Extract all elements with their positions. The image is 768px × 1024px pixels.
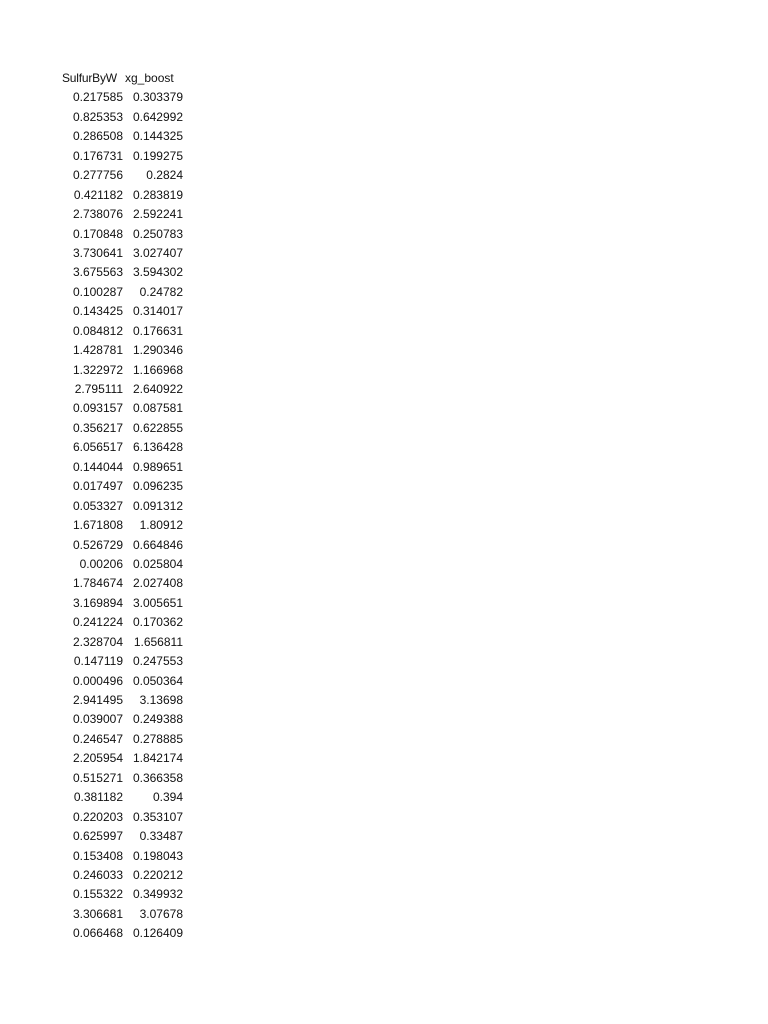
cell-xg-boost-value: 0.250783 [132,226,183,241]
cell-xg-boost-value: 0.249388 [132,712,183,727]
cell-xg-boost-value: 0.278885 [132,731,183,746]
table-row [62,555,185,574]
table-header-row [62,69,185,88]
cell-xg-boost-value: 0.314017 [132,304,183,319]
cell-sulfur-value: 0.421182 [73,187,123,202]
table-row [62,127,185,146]
cell-sulfur-value: 0.053327 [72,498,123,513]
cell-xg-boost-value: 0.24782 [139,284,183,299]
table-row [62,924,185,943]
table-row [62,225,185,244]
cell-xg-boost-value: 0.33487 [139,829,183,844]
cell-xg-boost-value: 0.642992 [132,109,183,124]
cell-xg-boost-value: 1.842174 [132,751,183,766]
table-row [62,536,185,555]
cell-xg-boost-value: 1.656811 [133,634,183,649]
cell-xg-boost-value: 2.592241 [132,207,183,222]
cell-xg-boost-value: 0.366358 [132,770,183,785]
cell-xg-boost-value: 0.126409 [132,926,183,941]
cell-sulfur-value: 0.039007 [72,712,123,727]
cell-sulfur-value: 3.169894 [72,595,123,610]
cell-sulfur-value: 0.246547 [72,731,123,746]
table-row [62,108,185,127]
cell-sulfur-value: 0.143425 [72,304,123,319]
cell-xg-boost-value: 0.283819 [132,187,183,202]
table-row [62,147,185,166]
cell-sulfur-value: 0.066468 [72,926,123,941]
table-row [62,574,185,593]
table-row [62,419,185,438]
cell-sulfur-value: 0.356217 [72,420,123,435]
cell-xg-boost-value: 3.13698 [139,693,183,707]
table-row [62,808,185,827]
cell-xg-boost-value: 2.027408 [132,576,183,591]
cell-xg-boost-value: 0.220212 [132,867,183,882]
cell-sulfur-value: 0.147119 [73,654,123,669]
table-row [62,341,185,360]
cell-sulfur-value: 2.795111 [74,382,123,396]
cell-sulfur-value: 0.217585 [72,90,123,105]
table-row [62,691,185,710]
table-row [62,652,185,671]
cell-sulfur-value: 1.784674 [72,576,123,591]
cell-sulfur-value: 3.306681 [72,906,123,921]
cell-xg-boost-value: 3.005651 [132,595,183,610]
cell-sulfur-value: 0.286508 [72,129,123,144]
table-row [62,672,185,691]
cell-xg-boost-value: 0.199275 [132,148,183,163]
cell-xg-boost-value: 1.166968 [132,362,183,377]
cell-sulfur-value: 0.825353 [72,109,123,124]
cell-sulfur-value: 0.144044 [72,459,123,474]
cell-sulfur-value: 2.941495 [72,693,123,707]
cell-sulfur-value: 0.220203 [72,809,123,824]
cell-xg-boost-value: 0.2824 [146,168,183,183]
table-row [62,613,185,632]
table-row [62,399,185,418]
cell-sulfur-value: 2.205954 [72,751,123,766]
table-row [62,458,185,477]
table-body [62,88,185,943]
table-row [62,263,185,282]
cell-sulfur-value: 2.738076 [72,207,123,222]
cell-xg-boost-value: 0.989651 [132,459,183,474]
cell-sulfur-value: 0.241224 [72,615,123,630]
table-row [62,361,185,380]
cell-sulfur-value: 0.00206 [79,556,123,571]
cell-xg-boost-value: 1.290346 [132,343,183,358]
cell-sulfur-value: 0.176731 [72,148,123,163]
cell-xg-boost-value: 0.198043 [132,848,183,863]
cell-sulfur-value: 0.093157 [72,401,123,416]
cell-xg-boost-value: 0.664846 [132,537,183,552]
table-row [62,885,185,904]
cell-sulfur-value: 0.246033 [72,867,123,882]
cell-sulfur-value: 0.526729 [72,537,123,552]
cell-xg-boost-value: 0.247553 [132,654,183,669]
table-row [62,788,185,807]
column-header-xg-boost: xg_boost [125,71,174,85]
cell-xg-boost-value: 0.096235 [132,479,183,494]
cell-sulfur-value: 0.170848 [72,226,123,241]
cell-sulfur-value: 2.328704 [72,634,123,649]
cell-xg-boost-value: 0.144325 [132,129,183,144]
cell-xg-boost-value: 0.025804 [132,556,183,571]
cell-xg-boost-value: 0.303379 [132,90,183,105]
table-row [62,497,185,516]
data-table [62,69,185,944]
table-row [62,730,185,749]
cell-xg-boost-value: 3.07678 [139,906,183,921]
cell-xg-boost-value: 0.622855 [132,420,183,435]
table-row [62,244,185,263]
cell-xg-boost-value: 0.170362 [132,615,183,630]
table-row [62,380,185,399]
table-row [62,477,185,496]
cell-sulfur-value: 0.017497 [72,479,123,494]
cell-sulfur-value: 0.084812 [72,323,123,338]
table-row [62,302,185,321]
table-row [62,905,185,924]
table-row [62,516,185,535]
table-row [62,166,185,185]
table-row [62,322,185,341]
cell-xg-boost-value: 2.640922 [132,382,183,396]
table-row [62,769,185,788]
table-row [62,710,185,729]
cell-xg-boost-value: 0.394 [152,790,183,805]
column-header-sulfur: SulfurByW [62,71,117,85]
cell-xg-boost-value: 6.136428 [132,440,183,455]
cell-sulfur-value: 6.056517 [72,440,123,455]
cell-sulfur-value: 1.671808 [72,518,123,533]
cell-sulfur-value: 0.155322 [72,887,123,902]
cell-xg-boost-value: 0.087581 [132,401,183,416]
table-row [62,827,185,846]
cell-xg-boost-value: 0.176631 [132,323,183,338]
table-row [62,633,185,652]
table-row [62,594,185,613]
table-row [62,866,185,885]
cell-sulfur-value: 0.625997 [72,829,123,844]
cell-xg-boost-value: 0.353107 [132,809,183,824]
cell-sulfur-value: 0.100287 [72,284,123,299]
table-row [62,205,185,224]
cell-xg-boost-value: 0.091312 [132,498,183,513]
cell-sulfur-value: 0.000496 [72,673,123,688]
cell-sulfur-value: 0.515271 [72,770,123,785]
cell-xg-boost-value: 0.050364 [132,673,183,688]
table-row [62,186,185,205]
cell-xg-boost-value: 1.80912 [139,518,183,533]
cell-xg-boost-value: 3.027407 [132,245,183,260]
table-row [62,283,185,302]
cell-sulfur-value: 0.277756 [72,168,123,183]
cell-xg-boost-value: 3.594302 [132,265,183,280]
cell-xg-boost-value: 0.349932 [132,887,183,902]
table-row [62,847,185,866]
cell-sulfur-value: 0.381182 [73,790,123,805]
cell-sulfur-value: 0.153408 [72,848,123,863]
table-row [62,88,185,107]
table-row [62,438,185,457]
cell-sulfur-value: 3.730641 [72,245,123,260]
cell-sulfur-value: 1.322972 [72,362,123,377]
cell-sulfur-value: 1.428781 [72,343,123,358]
table-row [62,749,185,768]
cell-sulfur-value: 3.675563 [72,265,123,280]
